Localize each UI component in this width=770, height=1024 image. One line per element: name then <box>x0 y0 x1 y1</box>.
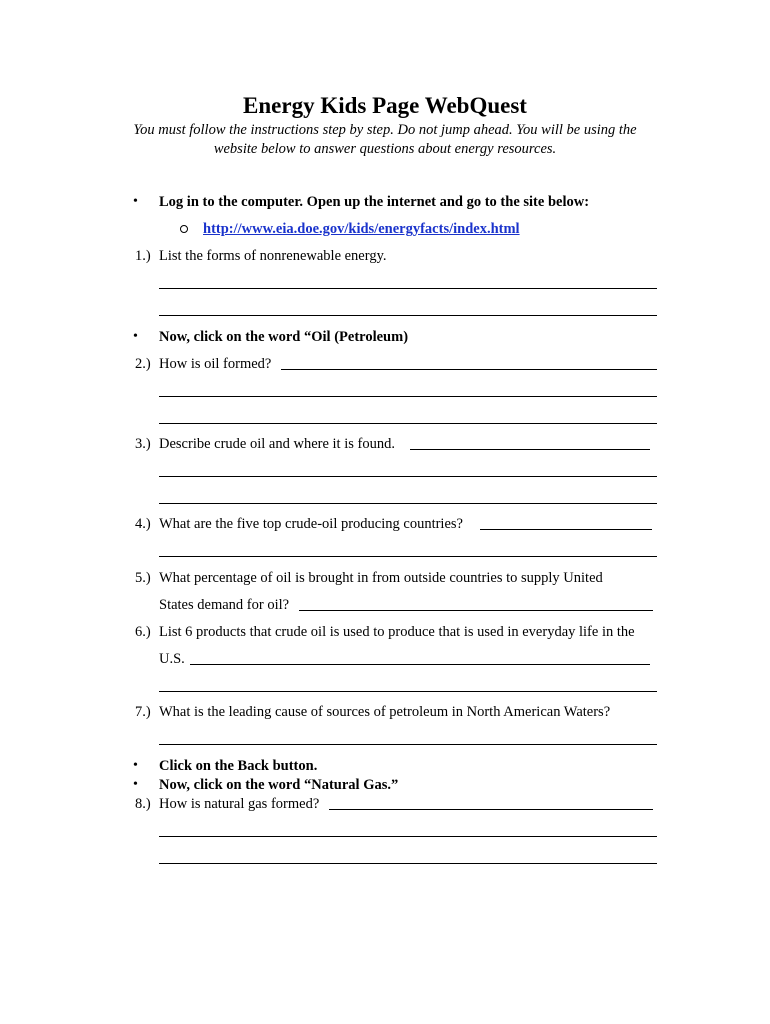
question-6-text-line-2: U.S. <box>159 651 185 667</box>
circle-bullet-icon <box>180 225 188 233</box>
answer-line[interactable] <box>159 503 657 504</box>
question-number: 7.) <box>135 704 151 720</box>
answer-line[interactable] <box>410 449 650 450</box>
answer-line[interactable] <box>329 809 653 810</box>
answer-line[interactable] <box>159 863 657 864</box>
answer-line[interactable] <box>190 664 650 665</box>
instruction-gas: Now, click on the word “Natural Gas.” <box>159 777 399 793</box>
website-link[interactable]: http://www.eia.doe.gov/kids/energyfacts/index.html <box>203 221 520 237</box>
answer-line[interactable] <box>159 315 657 316</box>
intro-line-1: You must follow the instructions step by step. Do not jump ahead. You will be using the <box>133 122 637 138</box>
answer-line[interactable] <box>159 691 657 692</box>
answer-line[interactable] <box>281 369 657 370</box>
instruction-oil: Now, click on the word “Oil (Petroleum) <box>159 329 409 345</box>
question-6-text-line-1: List 6 products that crude oil is used to produce that is used in everyday life in the <box>159 624 635 640</box>
page-title: Energy Kids Page WebQuest <box>243 93 527 118</box>
answer-line[interactable] <box>159 556 657 557</box>
question-number: 5.) <box>135 570 151 586</box>
question-number: 4.) <box>135 516 151 532</box>
answer-line[interactable] <box>159 396 657 397</box>
question-number: 3.) <box>135 436 151 452</box>
question-number: 2.) <box>135 356 151 372</box>
question-number: 6.) <box>135 624 151 640</box>
instruction-back: Click on the Back button. <box>159 758 318 774</box>
answer-line[interactable] <box>159 836 657 837</box>
bullet-icon: • <box>133 777 138 792</box>
answer-line[interactable] <box>159 744 657 745</box>
question-8-text: How is natural gas formed? <box>159 796 320 812</box>
answer-line[interactable] <box>159 423 657 424</box>
question-1-text: List the forms of nonrenewable energy. <box>159 248 387 264</box>
intro-line-2: website below to answer questions about energy resources. <box>213 141 557 157</box>
question-2-text: How is oil formed? <box>159 356 272 372</box>
answer-line[interactable] <box>480 529 652 530</box>
question-5-text-line-1: What percentage of oil is brought in from outside countries to supply United <box>159 570 603 586</box>
question-3-text: Describe crude oil and where it is found. <box>159 436 395 452</box>
question-4-text: What are the five top crude-oil producing countries? <box>159 516 463 532</box>
answer-line[interactable] <box>159 288 657 289</box>
bullet-icon: • <box>133 758 138 773</box>
question-7-text: What is the leading cause of sources of petroleum in North American Waters? <box>159 704 611 720</box>
instruction-login: Log in to the computer. Open up the internet and go to the site below: <box>159 194 590 210</box>
question-number: 1.) <box>135 248 151 264</box>
answer-line[interactable] <box>159 476 657 477</box>
bullet-icon: • <box>133 194 138 209</box>
question-number: 8.) <box>135 796 151 812</box>
question-5-text-line-2: States demand for oil? <box>159 597 290 613</box>
bullet-icon: • <box>133 329 138 344</box>
answer-line[interactable] <box>299 610 653 611</box>
